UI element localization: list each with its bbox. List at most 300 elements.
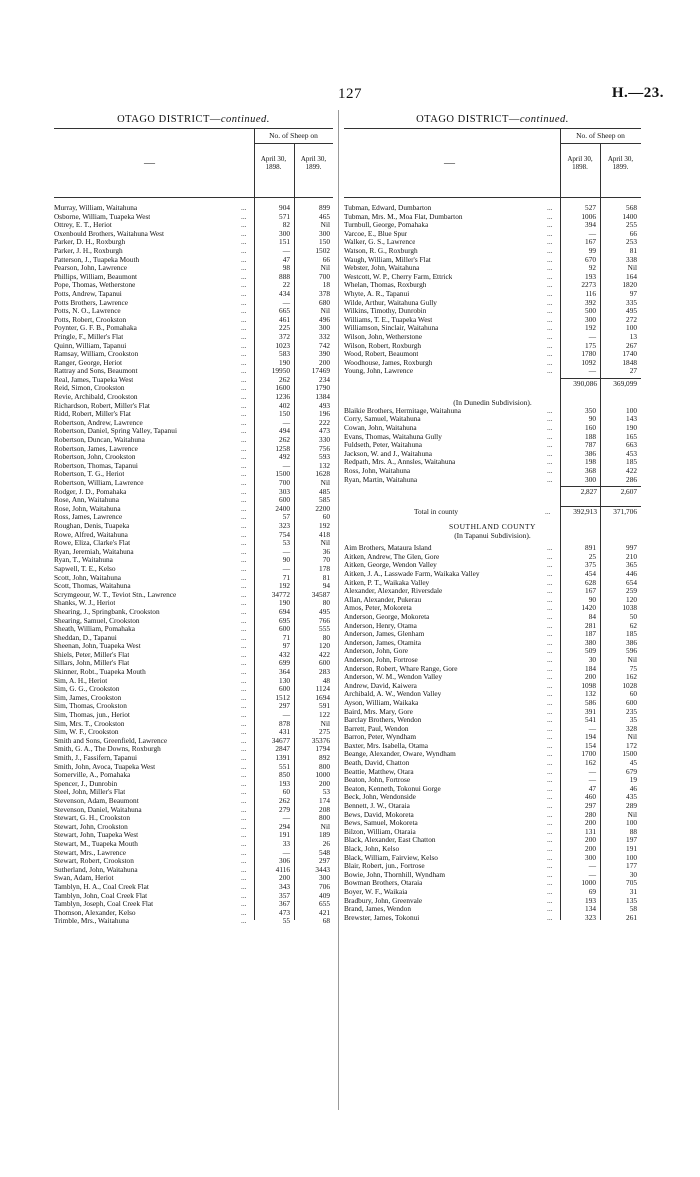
owner-name: Redpath, Mrs. A., Annsles, Waitahuna: [344, 458, 456, 467]
table-row: [344, 553, 641, 562]
table-row: [54, 333, 333, 342]
sheep-1898: 300: [585, 852, 596, 862]
table-row: [54, 806, 333, 815]
leader-dots: ...: [547, 457, 553, 467]
sheep-1899: 386: [626, 637, 637, 647]
table-row: [344, 238, 641, 247]
owner-name: Sapwell, T. E., Kelso: [54, 564, 116, 573]
sheep-1899: 892: [319, 753, 330, 762]
header-group-label: No. of Sheep on: [560, 129, 641, 144]
table-row: [344, 367, 641, 376]
sheep-1899: 26: [322, 838, 330, 848]
sheep-1898: —: [282, 245, 290, 255]
sheep-1899: 255: [626, 220, 637, 230]
leader-dots: ...: [547, 706, 553, 716]
leader-dots: ...: [547, 878, 553, 888]
owner-name: Stevenson, Daniel, Waitahuna: [54, 805, 142, 814]
leader-dots: ...: [241, 881, 247, 891]
sheep-1898: 402: [279, 400, 290, 410]
owner-name: Robertson, Duncan, Waitahuna: [54, 436, 145, 445]
owner-name: Smith, J., Fassifern, Tapanui: [54, 754, 138, 762]
sheep-1899: 164: [626, 271, 637, 281]
sheep-1898: 200: [585, 835, 596, 845]
sheep-1899: 680: [319, 297, 330, 307]
owner-name: Webster, John, Waitahuna: [344, 264, 420, 273]
sheep-1899: 390: [319, 349, 330, 359]
table-row: [344, 828, 641, 837]
subtotal-dunedin: [344, 484, 641, 498]
leader-dots: ...: [547, 551, 553, 561]
owner-name: Shearing, J., Springbank, Crookston: [54, 607, 160, 616]
table-row: [344, 350, 641, 359]
table-row: [54, 702, 333, 711]
owner-name: Anderson, James, Otamita: [344, 638, 422, 647]
sheep-1899: 297: [319, 856, 330, 866]
table-row: [54, 720, 333, 729]
leader-dots: ...: [241, 735, 247, 745]
owner-name: Archibald, A. W., Wendon Valley: [344, 690, 442, 699]
sheep-1898: 323: [585, 912, 596, 922]
leader-dots: ...: [241, 658, 247, 668]
owner-name: Beaton, Kenneth, Tokonui Gorge: [344, 784, 441, 793]
sheep-1898: 200: [585, 844, 596, 853]
sheep-1899: 100: [626, 405, 637, 415]
leader-dots: ...: [241, 349, 247, 359]
table-row: [344, 888, 641, 897]
sheep-1898: 431: [279, 727, 290, 737]
owner-name: Ottrey, E. T., Heriot: [54, 221, 112, 230]
owner-name: Blaikie Brothers, Hermitage, Waitahuna: [344, 406, 462, 415]
sheep-1898: —: [588, 366, 596, 376]
sheep-1899: 705: [626, 878, 637, 888]
sheep-1898: 1098: [581, 680, 596, 690]
left-rows: [54, 198, 333, 926]
owner-name: Ridd, Robert, Miller's Flat: [54, 410, 131, 419]
table-row: [54, 531, 333, 540]
leader-dots: ...: [241, 297, 247, 307]
table-row: [54, 427, 333, 436]
sheep-1898: 57: [282, 512, 290, 522]
owner-name: Waugh, William, Miller's Flat: [344, 255, 431, 264]
owner-name: Bradbury, John, Greenvale: [344, 896, 423, 905]
sheep-1898: 300: [585, 314, 596, 324]
sheep-1898: 193: [585, 895, 596, 905]
owner-name: Beck, John, Wendonside: [344, 793, 416, 802]
owner-name: Steel, John, Miller's Flat: [54, 788, 126, 797]
sheep-1899: 162: [626, 672, 637, 682]
leader-dots: ...: [241, 400, 247, 410]
sheep-1898: 194: [585, 732, 596, 742]
sheep-1898: 34772: [271, 589, 290, 599]
sheep-1898: 69: [588, 886, 596, 896]
owner-name: Rattray and Sons, Beaumont: [54, 367, 138, 376]
sheep-1898: 4116: [275, 864, 290, 874]
leader-dots: ...: [547, 758, 553, 768]
owner-name: Walker, G. S., Lawrence: [344, 238, 416, 247]
sheep-1898: 492: [279, 452, 290, 462]
owner-name: Somerville, A., Pomahaka: [54, 771, 131, 780]
table-row: [344, 630, 641, 639]
leader-dots: ...: [547, 818, 553, 828]
sheep-1898: 375: [585, 560, 596, 570]
owner-name: Beange, Alexander, Oware, Wyndham: [344, 750, 456, 759]
sheep-1898: 187: [585, 629, 596, 639]
table-row: [54, 445, 333, 454]
table-row: [54, 488, 333, 497]
table-row: [344, 299, 641, 308]
leader-dots: ...: [241, 374, 247, 384]
sheep-1898: 891: [585, 543, 596, 553]
sheep-1899: 27: [629, 366, 637, 376]
sheep-1899: 46: [629, 783, 637, 793]
sheep-1898: 1391: [275, 753, 290, 762]
leader-dots: ...: [241, 503, 247, 513]
sheep-1899: 600: [319, 658, 330, 668]
table-row: [54, 771, 333, 780]
owner-name: Barrett, Paul, Wendon: [344, 724, 409, 733]
leader-dots: ...: [241, 744, 247, 754]
sheep-1898: 53: [282, 538, 290, 548]
owner-name: Watson, R. G., Roxburgh: [344, 246, 418, 255]
sheep-1898: 694: [279, 606, 290, 616]
sheep-1898: 1006: [581, 211, 596, 221]
table-row: [344, 716, 641, 725]
sheep-1899: 496: [319, 314, 330, 324]
sheep-1899: 300: [319, 873, 330, 883]
leader-dots: ...: [241, 357, 247, 367]
total-1898: 2,827: [580, 487, 597, 497]
leader-dots: ...: [547, 560, 553, 570]
table-row: [54, 909, 333, 918]
sheep-1898: 551: [279, 761, 290, 771]
sheep-1898: 154: [585, 740, 596, 750]
leader-dots: ...: [241, 847, 247, 857]
leader-dots: ...: [241, 701, 247, 711]
sheep-1899: 120: [319, 641, 330, 651]
sheep-1898: 281: [585, 620, 596, 630]
total-1898: 390,086: [573, 378, 597, 388]
sheep-1898: 541: [585, 715, 596, 725]
leader-dots: ...: [241, 641, 247, 651]
sheep-1899: Nil: [627, 654, 637, 664]
owner-name: Ross, John, Waitahuna: [344, 467, 411, 476]
leader-dots: ...: [547, 809, 553, 819]
table-row: [54, 281, 333, 290]
leader-dots: ...: [547, 886, 553, 896]
owner-name: Varcoe, E., Blue Spur: [344, 229, 408, 238]
owner-name: Sim, Thomas, jun., Heriot: [54, 711, 130, 720]
owner-name: Black, John, Kelso: [344, 845, 400, 853]
leader-dots: ...: [547, 220, 553, 230]
table-row: [54, 591, 333, 600]
leader-dots: ...: [547, 331, 553, 341]
sheep-1898: —: [588, 861, 596, 871]
sheep-1899: 253: [626, 237, 637, 247]
table-row: [54, 316, 333, 325]
table-row: [54, 874, 333, 883]
sheep-1899: 700: [319, 271, 330, 281]
sheep-1898: 294: [279, 821, 290, 831]
leader-dots: ...: [547, 586, 553, 596]
table-row: [344, 811, 641, 820]
sheep-1898: 699: [279, 658, 290, 668]
sheep-1898: 367: [279, 899, 290, 909]
total-1899: 369,099: [613, 378, 637, 388]
table-row: [344, 281, 641, 290]
owner-name: Tubman, Mrs. M., Moa Flat, Dumbarton: [344, 212, 463, 221]
sheep-1899: 197: [626, 835, 637, 845]
table-row: [344, 879, 641, 888]
table-row: [344, 570, 641, 579]
sheep-1899: 330: [319, 435, 330, 445]
table-row: [54, 814, 333, 823]
sheep-1899: 97: [629, 288, 637, 298]
sheep-1898: 297: [279, 701, 290, 711]
owner-name: Sim, Thomas, Crookston: [54, 702, 127, 711]
leader-dots: ...: [241, 383, 247, 393]
sheep-1898: 262: [279, 795, 290, 805]
sheep-1898: —: [588, 228, 596, 238]
leader-dots: ...: [547, 366, 553, 376]
owner-name: Wilson, John, Wetherstone: [344, 332, 423, 341]
leader-dots: ...: [241, 228, 247, 238]
table-row: [54, 711, 333, 720]
owner-name: Stewart, John, Tuapeka West: [54, 831, 139, 840]
leader-dots: ...: [241, 624, 247, 634]
sheep-1898: 1420: [581, 603, 596, 613]
table-row: [344, 333, 641, 342]
sheep-1898: 132: [585, 689, 596, 699]
owner-name: Phillips, William, Beaumont: [54, 272, 138, 281]
owner-name: Anderson, John, Fortrose: [344, 655, 418, 664]
sheep-1899: 75: [629, 663, 637, 673]
sheep-1899: 663: [626, 440, 637, 450]
table-row: [54, 299, 333, 308]
table-row: [344, 415, 641, 424]
table-row: [54, 513, 333, 522]
sheep-1899: 100: [626, 852, 637, 862]
owner-name: Scott, Thomas, Waitahuna: [54, 582, 131, 591]
table-row: [54, 204, 333, 213]
sheep-1899: 196: [319, 409, 330, 419]
owner-name: Potts, Andrew, Tapanui: [54, 289, 122, 298]
sheep-1898: —: [282, 813, 290, 823]
table-row: [54, 788, 333, 797]
sheep-1898: 460: [585, 792, 596, 802]
sheep-1899: 1820: [622, 280, 637, 290]
sheep-1899: 300: [319, 323, 330, 333]
sheep-1898: 391: [585, 706, 596, 716]
table-row: [344, 290, 641, 299]
leader-dots: ...: [547, 611, 553, 621]
sheep-1899: 200: [319, 357, 330, 367]
leader-dots: ...: [547, 869, 553, 879]
sheep-1898: 754: [279, 529, 290, 539]
leader-dots: ...: [241, 795, 247, 805]
owner-name: Alexander, Alexander, Riversdale: [344, 587, 443, 596]
table-row: [344, 750, 641, 759]
leader-dots: ...: [547, 245, 553, 255]
table-row: [344, 733, 641, 742]
table-row: [54, 556, 333, 565]
leader-dots: ...: [547, 637, 553, 647]
table-row: [344, 682, 641, 691]
table-row: [54, 599, 333, 608]
table-row: [54, 539, 333, 548]
table-row: [344, 862, 641, 871]
table-row: [54, 797, 333, 806]
table-row: [344, 450, 641, 459]
leader-dots: ...: [547, 844, 553, 853]
table-row: [54, 677, 333, 686]
sheep-1899: 338: [626, 254, 637, 264]
table-row: [54, 685, 333, 694]
sheep-1899: 1628: [315, 469, 330, 479]
owner-name: Beath, David, Chatton: [344, 759, 410, 768]
table-row: [54, 917, 333, 926]
leader-dots: ...: [241, 856, 247, 866]
table-row: [344, 656, 641, 665]
owner-name: Real, James, Tuapeka West: [54, 375, 134, 384]
owner-name: Williams, T. E., Tuapeka West: [344, 315, 433, 324]
leader-dots: ...: [547, 271, 553, 281]
sheep-1899: 1740: [622, 349, 637, 359]
sheep-1899: Nil: [627, 809, 637, 819]
sheep-1899: 88: [629, 826, 637, 836]
table-row: [344, 467, 641, 476]
owner-name: Bews, David, Mokoreta: [344, 810, 414, 819]
table-row: [54, 651, 333, 660]
sheep-1898: 279: [279, 804, 290, 814]
table-row: [54, 625, 333, 634]
owner-name: Shearing, Samuel, Crookston: [54, 616, 140, 625]
sheep-1898: 34677: [271, 735, 290, 745]
leader-dots: ...: [241, 873, 247, 883]
owner-name: Bowie, John, Thornhill, Wyndham: [344, 870, 446, 879]
sheep-1899: 997: [626, 543, 637, 553]
leader-dots: ...: [547, 405, 553, 415]
column-divider: [338, 110, 339, 1110]
sheep-1898: 280: [585, 809, 596, 819]
total-1898: 392,913: [573, 507, 597, 517]
sheep-1898: 392: [585, 297, 596, 307]
table-row: [344, 342, 641, 351]
owner-name: Pope, Thomas, Wetherstone: [54, 281, 136, 290]
sheep-1898: 99: [588, 245, 596, 255]
owner-name: Rowe, Alfred, Waitahuna: [54, 530, 128, 539]
owner-name: Stewart, Robert, Crookston: [54, 857, 134, 866]
owner-name: Wilson, Robert, Roxburgh: [344, 341, 421, 350]
sheep-1898: 190: [279, 357, 290, 367]
leader-dots: ...: [547, 801, 553, 811]
owner-name: Smith, G. A., The Downs, Roxburgh: [54, 745, 161, 754]
leader-dots: ...: [241, 899, 247, 909]
leader-dots: ...: [241, 460, 247, 470]
sheep-1899: 473: [319, 426, 330, 436]
sheep-1899: 165: [626, 431, 637, 441]
sheep-1899: 446: [626, 569, 637, 578]
leader-dots: ...: [241, 821, 247, 831]
sheep-1898: 300: [279, 228, 290, 238]
owner-name: Aitken, Andrew, The Glen, Gore: [344, 552, 440, 561]
sheep-1899: 600: [626, 697, 637, 707]
owner-name: Skinner, Robt., Tuapeka Mouth: [54, 668, 146, 677]
sheep-1899: 80: [322, 632, 330, 642]
leader-dots: ...: [547, 740, 553, 750]
sheep-1898: 82: [282, 220, 290, 230]
table-row: [54, 840, 333, 849]
owner-name: Wilkins, Timothy, Dunrobin: [344, 307, 427, 316]
owner-name: Cowan, John, Waitahuna: [344, 424, 417, 433]
sheep-1899: 222: [319, 417, 330, 427]
sheep-1899: 70: [322, 555, 330, 565]
leader-dots: ...: [547, 297, 553, 307]
leader-dots: ...: [241, 237, 247, 247]
owner-name: Sim, Mrs. T., Crookston: [54, 719, 125, 728]
leader-dots: ...: [241, 890, 247, 900]
leader-dots: ...: [241, 667, 247, 677]
leader-dots: ...: [547, 237, 553, 247]
table-row: [54, 694, 333, 703]
table-row: [54, 763, 333, 772]
table-row: [344, 708, 641, 717]
sheep-1899: 177: [626, 861, 637, 871]
leader-dots: ...: [547, 715, 553, 725]
table-row: [344, 725, 641, 734]
sheep-1899: 1124: [315, 684, 330, 694]
table-row: [54, 728, 333, 737]
sheep-1899: 100: [626, 323, 637, 333]
owner-name: Williamson, Sinclair, Waitahuna: [344, 324, 439, 333]
leader-dots: ...: [547, 414, 553, 424]
owner-name: Spencer, J., Dunrobin: [54, 779, 118, 788]
left-table-header: [54, 128, 333, 198]
sheep-1899: Nil: [627, 263, 637, 273]
leader-dots: ...: [241, 606, 247, 616]
leader-dots: ...: [241, 366, 247, 376]
leader-dots: ...: [547, 263, 553, 273]
tapanui-subdivision-heading: (In Tapanui Subdivision).: [454, 531, 531, 541]
sheep-1898: —: [282, 417, 290, 427]
header-col-1899: April 30, 1899.: [300, 155, 327, 171]
sheep-1898: 200: [585, 672, 596, 682]
owner-name: Anderson, James, Glenham: [344, 630, 425, 639]
sheep-1898: 47: [588, 783, 596, 793]
sheep-1899: 135: [626, 895, 637, 905]
sheep-1899: 191: [626, 844, 637, 853]
owner-name: Scott, John, Waitahuna: [54, 573, 121, 582]
owner-name: Parker, J. H., Roxburgh: [54, 246, 123, 255]
leader-dots: ...: [241, 546, 247, 556]
table-row: [54, 462, 333, 471]
leader-dots: ...: [547, 211, 553, 221]
leader-dots: ...: [241, 838, 247, 848]
sheep-1899: 742: [319, 340, 330, 350]
sheep-1898: 372: [279, 331, 290, 341]
sheep-1899: 190: [626, 423, 637, 433]
sheep-1898: 1600: [275, 383, 290, 393]
owner-name: Rose, Ann, Waitahuna: [54, 496, 119, 505]
sheep-1898: 386: [585, 448, 596, 458]
owner-name: Stewart, G. H., Crookston: [54, 814, 131, 823]
sheep-1899: Nil: [320, 538, 330, 548]
sheep-1899: 261: [626, 912, 637, 922]
table-row: [344, 647, 641, 656]
table-row: [344, 776, 641, 785]
owner-name: Whelan, Thomas, Roxburgh: [344, 281, 427, 290]
sheep-1899: 275: [319, 727, 330, 737]
table-row: [54, 617, 333, 626]
